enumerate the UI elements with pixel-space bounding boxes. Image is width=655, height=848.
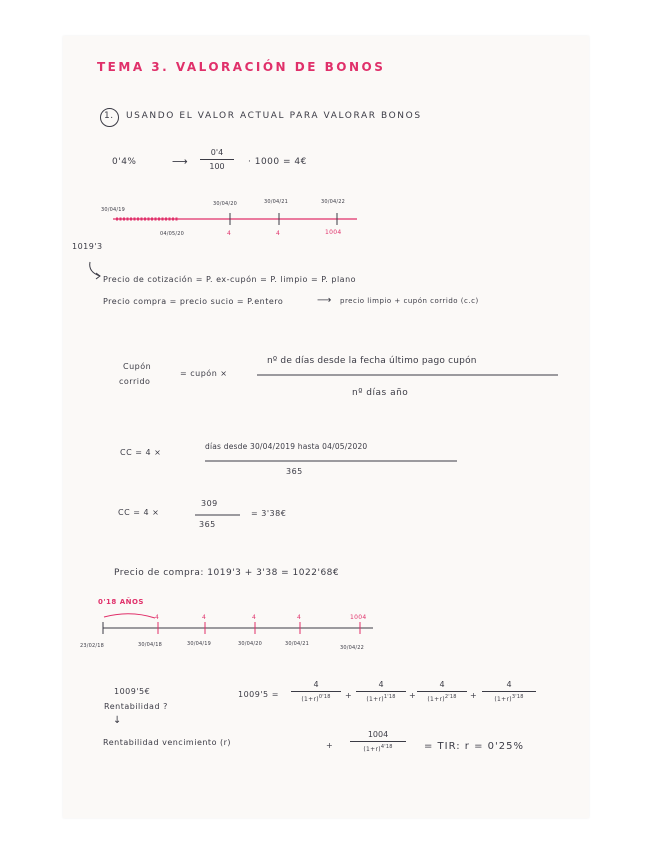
def-cotizacion: Precio de cotización = P. ex-cupón = P. limpio = P. plano [103,275,357,284]
formula-cc-lhs-top: Cupón [123,362,152,371]
rent-term-den: (1+r) [366,696,384,703]
timeline-1-date: 04/05/20 [160,231,185,237]
cc-calc1-lhs: CC = 4 × [120,448,162,457]
rent-term [482,680,536,703]
coupon-fraction-den: 100 [209,162,225,171]
arrow-icon: ⟶ [172,155,189,168]
def-compra: Precio compra = precio sucio = P.entero [103,297,284,306]
timeline-2-years-label: 0'18 AÑOS [98,598,144,606]
timeline-2-date: 30/04/22 [340,645,365,651]
page-title: TEMA 3. VALORACIÓN DE BONOS [97,60,386,74]
timeline-2-date: 23/02/18 [80,643,105,649]
cc-calc1-num: días desde 30/04/2019 hasta 04/05/2020 [205,442,368,451]
timeline-1-date: 30/04/19 [101,207,126,213]
timeline-2-cashflow: 4 [252,614,257,621]
rent-term-den: (1+r) [494,696,512,703]
cc-calc2-result: = 3'38€ [251,509,287,518]
plus-sign: + [326,741,334,750]
rent-term-exp: 1'18 [383,694,396,700]
coupon-result: · 1000 = 4€ [248,157,307,167]
rent-term-den: (1+r) [427,696,445,703]
rent-term [291,680,341,703]
timeline-2-date: 30/04/20 [238,641,263,647]
timeline-2-cashflow: 1004 [350,614,367,621]
cc-calc1-den: 365 [286,467,303,476]
timeline-2-date: 30/04/18 [138,642,163,648]
timeline-2-brace [104,614,155,618]
arrow-icon: ⟶ [317,295,332,306]
timeline-1-date: 30/04/21 [264,199,289,205]
section-heading: USANDO EL VALOR ACTUAL PARA VALORAR BONOS [126,111,422,121]
timeline-2-date: 30/04/19 [187,641,212,647]
rent-price: 1009'5€ [114,687,151,696]
rent-term-num: 4 [378,680,384,689]
down-arrow-icon: ↓ [113,715,122,726]
plus-sign: + [470,691,478,700]
rent-term [356,680,406,703]
rent-term-exp: 4'18 [380,744,393,750]
timeline-1-cashflow: 4 [227,230,232,237]
rent-vencimiento: Rentabilidad vencimiento (r) [103,738,232,747]
precio-compra: Precio de compra: 1019'3 + 3'38 = 1022'68€ [114,568,340,578]
formula-cc-den: nº días año [352,388,409,398]
timeline-1-cashflow: 1004 [325,229,342,236]
plus-sign: + [409,691,417,700]
rent-eq-lhs: 1009'5 = [238,690,279,699]
def-compra-rhs: precio limpio + cupón corrido (c.c) [340,297,479,305]
timeline-1-date: 30/04/20 [213,201,238,207]
rent-term-num: 4 [313,680,319,689]
cc-calc2-den: 365 [199,520,216,529]
rent-term [350,730,406,753]
coupon-rate: 0'4% [112,157,137,167]
timeline-2-cashflow: 4 [202,614,207,621]
rent-term-exp: 0'18 [318,694,331,700]
rent-term-num: 4 [439,680,445,689]
coupon-fraction-num: 0'4 [210,148,224,157]
rent-term-den: (1+r) [301,696,319,703]
timeline-2-date: 30/04/21 [285,641,310,647]
curved-arrow-icon [90,262,100,276]
plus-sign: + [345,691,353,700]
cc-calc2-lhs: CC = 4 × [118,508,160,517]
rent-term-num: 4 [506,680,512,689]
timeline-1-cashflow: 4 [276,230,281,237]
rent-term [417,680,467,703]
price-note: 1019'3 [72,242,103,251]
rent-term-exp: 2'18 [444,694,457,700]
cc-calc2-num: 309 [201,499,218,508]
formula-cc-lhs-bottom: corrido [119,377,151,386]
rent-term-num: 1004 [367,730,389,739]
section-number: 1. [104,111,114,121]
timeline-1-date: 30/04/22 [321,199,346,205]
timeline-2-cashflow: 4 [297,614,302,621]
formula-cc-num: nº de días desde la fecha último pago cupón [267,356,477,366]
rent-result: = TIR: r = 0'25% [424,741,524,752]
rent-term-exp: 3'18 [511,694,524,700]
timeline-2-cashflow: 4 [155,614,160,621]
rent-label: Rentabilidad ? [104,702,168,711]
rent-term-den: (1+r) [363,746,381,753]
formula-cc-eq: = cupón × [180,369,228,378]
